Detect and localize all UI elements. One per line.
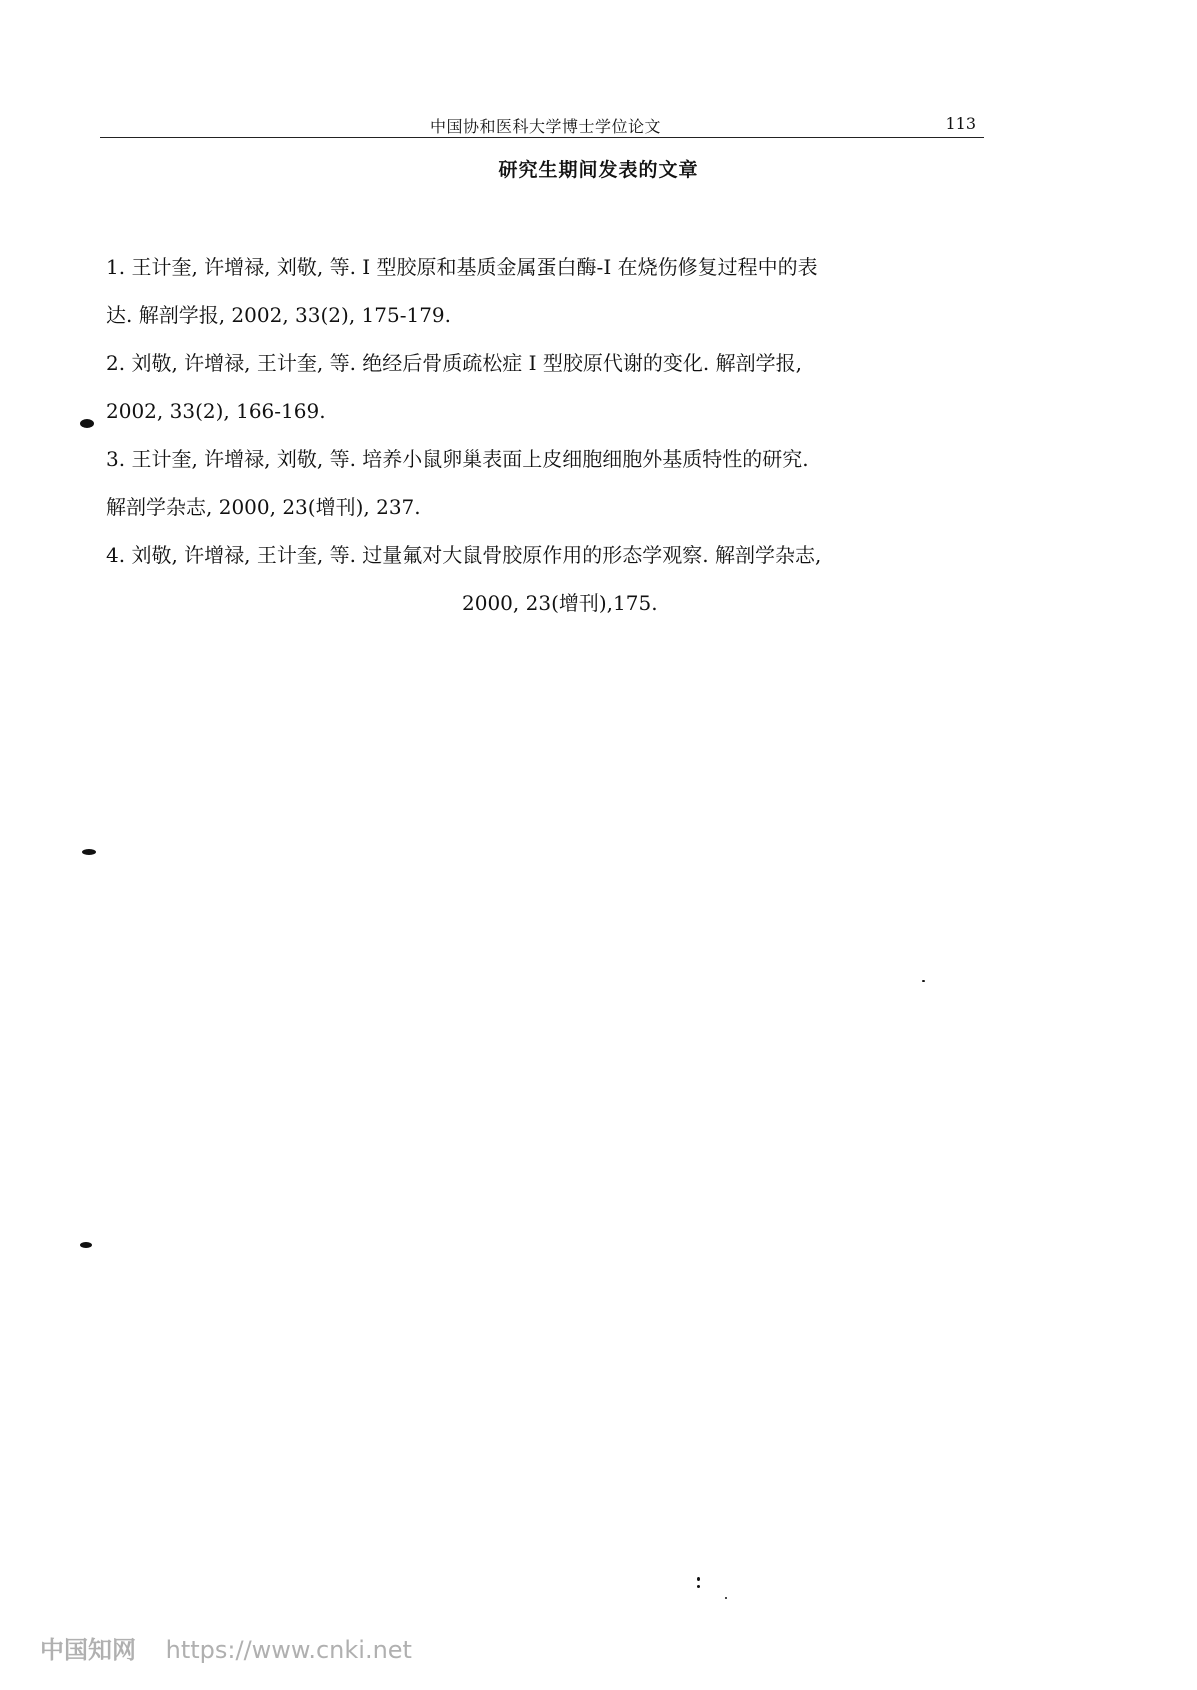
reference-list <box>106 243 1026 627</box>
header-rule <box>100 137 984 139</box>
scan-speck <box>697 1585 700 1588</box>
reference-item-2 <box>106 339 1026 435</box>
reference-line: 达. 解剖学报, 2002, 33(2), 175-179. <box>106 303 451 327</box>
reference-line: 2002, 33(2), 166-169. <box>106 399 326 423</box>
reference-line: 1. 王计奎, 许增禄, 刘敬, 等. I 型胶原和基质金属蛋白酶-I 在烧伤修复过程中的表 <box>106 255 818 279</box>
scan-speck <box>82 849 96 855</box>
reference-line: 4. 刘敬, 许增禄, 王计奎, 等. 过量氟对大鼠骨胶原作用的形态学观察. 解剖学杂志, <box>106 543 822 567</box>
reference-line: 3. 王计奎, 许增禄, 刘敬, 等. 培养小鼠卵巢表面上皮细胞细胞外基质特性的研究. <box>106 447 809 471</box>
page-number: 113 <box>945 114 976 133</box>
section-title: 研究生期间发表的文章 <box>498 159 699 181</box>
reference-item-1 <box>106 243 1026 339</box>
scan-speck <box>697 1577 700 1581</box>
reference-item-3 <box>106 435 1026 531</box>
page-header <box>100 108 984 138</box>
scan-speck <box>922 980 925 982</box>
watermark <box>40 1630 412 1665</box>
reference-line: 2. 刘敬, 许增禄, 王计奎, 等. 绝经后骨质疏松症 I 型胶原代谢的变化. 解剖学报, <box>106 351 802 375</box>
watermark-brand: 中国知网 <box>40 1636 136 1664</box>
reference-line: 解剖学杂志, 2000, 23(增刊), 237. <box>106 495 421 519</box>
header-title: 中国协和医科大学博士学位论文 <box>430 117 662 136</box>
scan-speck <box>80 1242 92 1248</box>
scan-speck <box>80 419 94 428</box>
watermark-url: https://www.cnki.net <box>165 1636 412 1664</box>
scan-speck <box>725 1597 727 1599</box>
reference-item-4 <box>106 531 1026 627</box>
reference-line: 2000, 23(增刊),175. <box>462 591 658 615</box>
